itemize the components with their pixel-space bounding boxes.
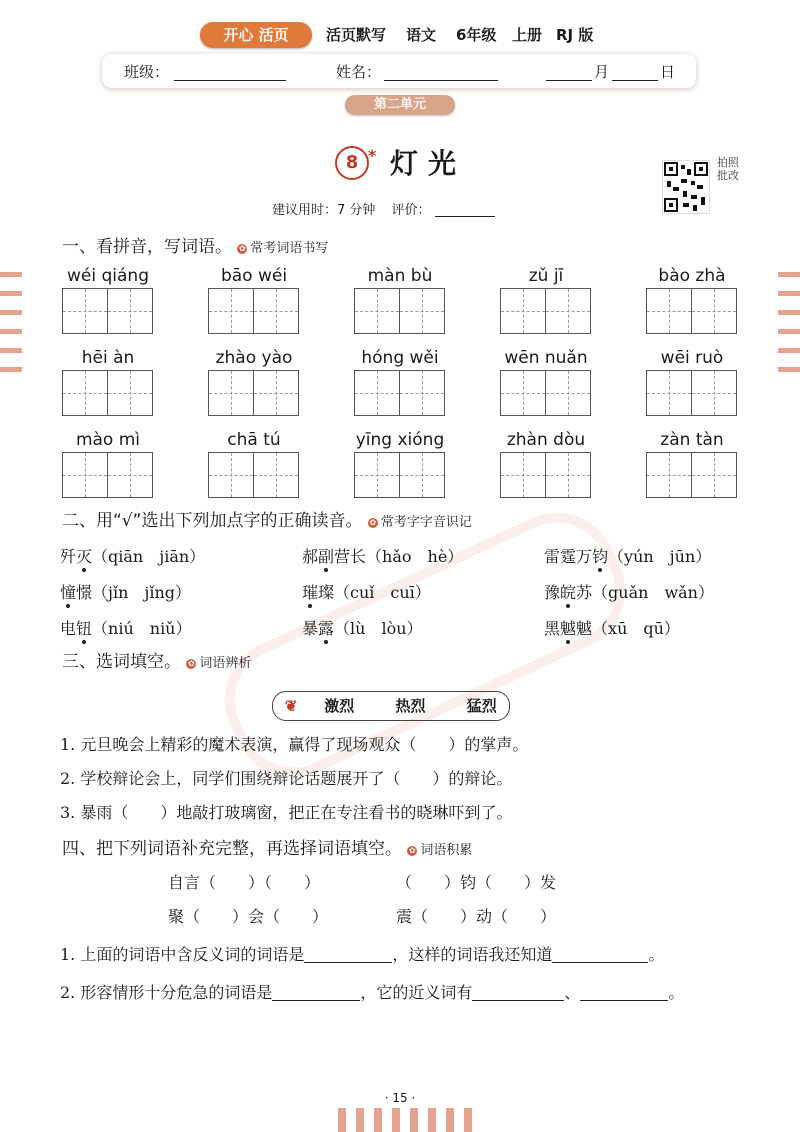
section-1-heading [62, 236, 328, 260]
s4-q1-blank-2[interactable] [552, 962, 648, 963]
tianzige-box[interactable] [354, 288, 446, 334]
section-2-badge: 常考字字音识记 [380, 515, 472, 530]
reading-word-part: 豫 [544, 583, 561, 602]
tianzige-box[interactable] [354, 370, 446, 416]
edition-label: RJ 版 [556, 26, 594, 44]
month-label: 月 [594, 63, 610, 81]
s3-sentence-1: 1. 元旦晚会上精彩的魔术表演，赢得了现场观众（ ）的掌声。 [60, 735, 529, 754]
class-label: 班级： [124, 63, 170, 81]
tianzige-cell[interactable] [208, 452, 254, 498]
tianzige-box[interactable] [62, 370, 154, 416]
tianzige-cell[interactable] [62, 288, 108, 334]
pinyin-label: chā tú [227, 430, 281, 450]
tianzige-cell[interactable] [546, 452, 591, 498]
reading-word-part: 郝 [302, 547, 319, 566]
tianzige-box[interactable] [62, 288, 154, 334]
section-4-heading [62, 838, 472, 862]
reading-options[interactable]: （yún jūn） [608, 547, 712, 566]
section-3-title: 三、选词填空。 [62, 652, 181, 672]
tianzige-box[interactable] [354, 452, 446, 498]
tianzige-cell[interactable] [254, 452, 299, 498]
tianzige-cell[interactable] [400, 370, 445, 416]
leaf-icon: ❦ [284, 697, 298, 715]
tianzige-box[interactable] [208, 452, 300, 498]
grade-label: 6年级 [456, 26, 497, 44]
lesson-star: * [368, 146, 377, 165]
reading-item [302, 618, 423, 640]
s4-q2-text-d: 。 [668, 983, 685, 1002]
tianzige-cell[interactable] [208, 288, 254, 334]
word-choice: 激烈 [324, 697, 355, 715]
s4-q2-text-b: ，它的近义词有 [360, 983, 473, 1002]
section-2-title: 二、用“√”选出下列加点字的正确读音。 [62, 511, 363, 531]
tianzige-cell[interactable] [546, 288, 591, 334]
reading-dotted-char: 钧 [592, 547, 609, 566]
pinyin-label: bāo wéi [220, 266, 288, 286]
tianzige-cell[interactable] [208, 370, 254, 416]
s4-q2-blank-3[interactable] [580, 1000, 668, 1001]
tianzige-cell[interactable] [500, 452, 546, 498]
tianzige-cell[interactable] [254, 370, 299, 416]
section-3-badge: 词语辨析 [199, 656, 252, 671]
section-1-title: 一、看拼音，写词语。 [62, 237, 232, 257]
s4-question-2 [60, 982, 684, 1004]
tianzige-cell[interactable] [692, 370, 737, 416]
tianzige-cell[interactable] [354, 288, 400, 334]
word-choice-box [272, 691, 510, 721]
reading-dotted-char: 副 [318, 547, 335, 566]
right-decoration [778, 272, 800, 386]
s4-q2-text-a: 2. 形容情形十分危急的词语是 [60, 983, 273, 1002]
pinyin-label: hóng wěi [361, 348, 439, 368]
tianzige-box[interactable] [646, 452, 738, 498]
volume-label: 上册 [512, 26, 543, 44]
suggested-time: 建议用时：7 分钟 [272, 203, 376, 218]
s4-q1-text-c: 。 [648, 945, 665, 964]
reading-item [544, 582, 714, 604]
word-choice: 猛烈 [466, 697, 497, 715]
tianzige-cell[interactable] [354, 370, 400, 416]
reading-word-part: 暴 [302, 619, 319, 638]
lesson-number: 8 [335, 146, 369, 180]
reading-dotted-char: 魆 [560, 619, 577, 638]
reading-word-part: 营长 [334, 547, 367, 566]
section-2-heading [62, 510, 472, 534]
badge-icon: ✿ [369, 517, 377, 527]
tianzige-cell[interactable] [108, 288, 153, 334]
reading-item [302, 582, 431, 604]
tianzige-box[interactable] [208, 370, 300, 416]
month-field[interactable] [546, 62, 592, 81]
reading-word-part: 苏 [576, 583, 593, 602]
word-choice: 热烈 [395, 697, 426, 715]
tianzige-box[interactable] [62, 452, 154, 498]
class-field[interactable] [174, 62, 286, 81]
pinyin-label: hēi àn [81, 348, 135, 368]
tianzige-box[interactable] [208, 288, 300, 334]
reading-item [544, 618, 680, 640]
pinyin-label: wéi qiáng [67, 266, 149, 286]
pinyin-label: wēi ruò [660, 348, 724, 368]
pinyin-label: bào zhà [658, 266, 726, 286]
day-field[interactable] [612, 62, 658, 81]
pinyin-label: màn bù [367, 266, 433, 286]
reading-word-part: 憬 [76, 583, 93, 602]
qr-caption: 拍照批改 [717, 156, 739, 182]
eval-label: 评价： [391, 203, 431, 218]
tianzige-cell[interactable] [500, 370, 546, 416]
s4-q1-text-a: 1. 上面的词语中含反义词的词语是 [60, 945, 305, 964]
badge-icon: ✿ [188, 658, 195, 668]
tianzige-cell[interactable] [62, 370, 108, 416]
section-1-badge: 常考词语书写 [250, 241, 329, 256]
tianzige-cell[interactable] [62, 452, 108, 498]
brand-logo: 开心 活页 [200, 22, 312, 48]
reading-dotted-char: 憧 [60, 583, 77, 602]
qr-code-icon[interactable] [662, 160, 710, 214]
reading-dotted-char: 璀 [302, 583, 319, 602]
s4-q1-text-b: ，这样的词语我还知道 [392, 945, 553, 964]
pinyin-label: zàn tàn [660, 430, 724, 450]
tianzige-cell[interactable] [400, 288, 445, 334]
s4-question-1 [60, 944, 664, 966]
tianzige-cell[interactable] [646, 288, 692, 334]
pinyin-label: wēn nuǎn [504, 348, 588, 368]
page-number: · 15 · [384, 1091, 416, 1105]
tianzige-box[interactable] [646, 370, 738, 416]
pinyin-label: yīng xióng [355, 430, 445, 450]
section-4-badge: 词语积累 [420, 843, 473, 858]
reading-options[interactable]: （jǐn jǐng） [92, 583, 192, 602]
reading-dotted-char: 灭 [76, 547, 93, 566]
reading-word-part: 雷霆万 [544, 547, 593, 566]
pinyin-label: zhào yào [215, 348, 293, 368]
s4-q2-blank-1[interactable] [272, 1000, 360, 1001]
reading-item [60, 546, 205, 568]
s4-q2-text-c: 、 [564, 983, 581, 1002]
s4-q1-blank-1[interactable] [304, 962, 392, 963]
reading-word-part: 电 [60, 619, 77, 638]
tianzige-box[interactable] [500, 288, 592, 334]
reading-options[interactable]: （niú niǔ） [92, 619, 192, 638]
subject-label: 语文 [406, 26, 437, 44]
section-3-heading [62, 651, 251, 675]
pinyin-label: mào mì [75, 430, 141, 450]
badge-icon: ✿ [239, 243, 246, 253]
tianzige-box[interactable] [646, 288, 738, 334]
reading-dotted-char: 钮 [76, 619, 93, 638]
tianzige-cell[interactable] [646, 370, 692, 416]
name-label: 姓名： [336, 63, 382, 81]
unit-tab: 第二单元 [345, 95, 455, 115]
idiom-3: 聚（ ）会（ ） [168, 907, 329, 926]
tianzige-cell[interactable] [108, 452, 153, 498]
time-eval [272, 202, 495, 220]
idiom-4: 震（ ）动（ ） [396, 907, 557, 926]
tianzige-cell[interactable] [254, 288, 299, 334]
idiom-2: （ ）钧（ ）发 [396, 873, 557, 892]
reading-word-part: 黑 [544, 619, 561, 638]
tianzige-cell[interactable] [400, 452, 445, 498]
reading-item [60, 582, 191, 604]
series-label: 活页默写 [326, 26, 387, 44]
tianzige-cell[interactable] [354, 452, 400, 498]
tianzige-box[interactable] [500, 452, 592, 498]
tianzige-cell[interactable] [108, 370, 153, 416]
section-4-title: 四、把下列词语补充完整，再选择词语填空。 [62, 839, 402, 859]
tianzige-cell[interactable] [500, 288, 546, 334]
reading-options[interactable]: （cuǐ cuī） [334, 583, 431, 602]
pinyin-label: zhàn dòu [506, 430, 586, 450]
reading-word-part: 歼 [60, 547, 77, 566]
s4-q2-blank-2[interactable] [472, 1000, 564, 1001]
reading-options[interactable]: （guǎn wǎn） [592, 583, 714, 602]
badge-icon: ✿ [409, 845, 416, 855]
lesson-title: 灯光 [390, 147, 467, 180]
reading-dotted-char: 皖 [560, 583, 577, 602]
reading-options[interactable]: （xū qū） [592, 619, 680, 638]
pinyin-label: zǔ jī [528, 266, 564, 286]
tianzige-box[interactable] [500, 370, 592, 416]
reading-word-part: 魆 [576, 619, 593, 638]
eval-field[interactable] [435, 216, 495, 217]
reading-item [60, 618, 192, 640]
tianzige-cell[interactable] [646, 452, 692, 498]
s3-sentence-2: 2. 学校辩论会上，同学们围绕辩论话题展开了（ ）的辩论。 [60, 769, 513, 788]
tianzige-cell[interactable] [692, 288, 737, 334]
left-decoration [0, 272, 22, 386]
reading-item [302, 546, 463, 568]
s3-sentence-3: 3. 暴雨（ ）地敲打玻璃窗，把正在专注看书的晓琳吓到了。 [60, 803, 513, 822]
reading-word-part: 璨 [318, 583, 335, 602]
reading-options[interactable]: （qiān jiān） [92, 547, 206, 566]
reading-options[interactable]: （lù lòu） [334, 619, 423, 638]
reading-dotted-char: 露 [318, 619, 335, 638]
reading-item [544, 546, 711, 568]
name-field[interactable] [384, 62, 498, 81]
idiom-1: 自言（ ）（ ） [168, 873, 321, 892]
reading-options[interactable]: （hǎo hè） [366, 547, 464, 566]
day-label: 日 [660, 63, 676, 81]
tianzige-cell[interactable] [692, 452, 737, 498]
tianzige-cell[interactable] [546, 370, 591, 416]
